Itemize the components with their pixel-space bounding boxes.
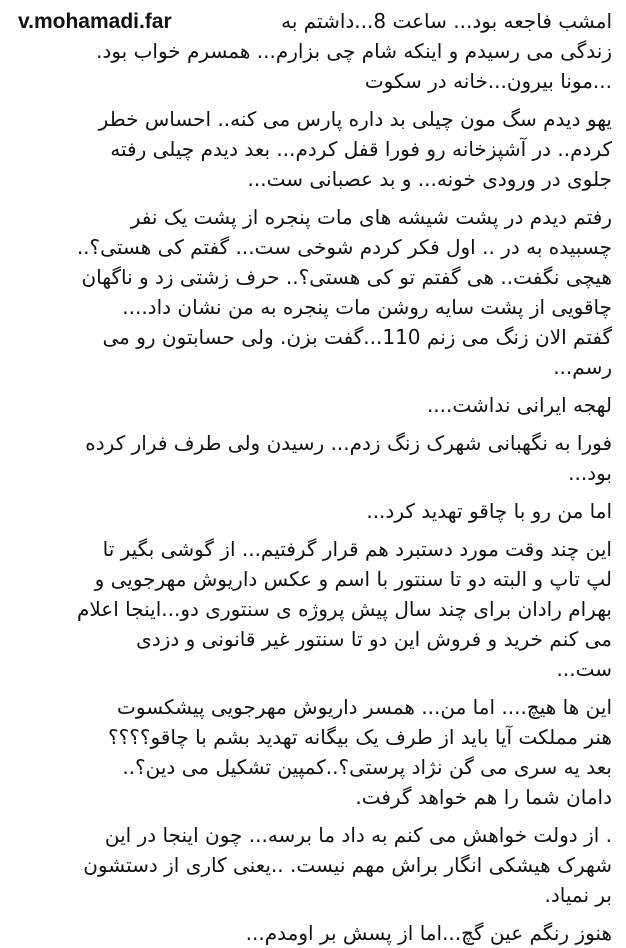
post-text-line: . از دولت خواهش می کنم به داد ما برسه... چون اینجا در این — [104, 823, 612, 847]
post-text-line: بهرام رادان برای چند سال پیش پروژه ی سنتوری دو...اینجا اعلام — [76, 597, 612, 621]
post-text-line: زندگی می رسیدم و اینکه شام چی بزارم... همسرم خواب بود. — [96, 39, 612, 63]
paragraph-gap — [18, 684, 612, 692]
paragraph-gap — [18, 420, 612, 428]
post-text-line: امشب فاجعه بود... ساعت 8...داشتم به — [281, 9, 612, 33]
post-text-line: گفتم الان زنگ می زنم 110...گفت بزن. ولی حسابتون رو می — [102, 325, 612, 349]
paragraph-gap — [18, 488, 612, 496]
post-first-line — [18, 6, 612, 36]
post-paragraph — [18, 692, 612, 812]
username[interactable]: v.mohamadi.far — [18, 10, 172, 33]
post-text-line: چسبیده به در .. اول فکر کردم شوخی ست... گفتم کی هستی؟.. — [76, 235, 612, 259]
post-text-line: رسم... — [553, 355, 612, 379]
paragraph-gap — [18, 526, 612, 534]
post-text-line: لپ تاپ و البته دو تا سنتور با اسم و عکس داریوش مهرجویی و — [94, 567, 612, 591]
post-text-line: اما من رو با چاقو تهدید کرد... — [366, 499, 612, 523]
paragraph-gap — [18, 910, 612, 918]
post-paragraph — [18, 534, 612, 684]
post-text-line: این چند وقت مورد دستبرد هم قرار گرفتیم... از گوشی بگیر تا — [102, 537, 612, 561]
post-text-line: بعد یه سری می گن نژاد پرستی؟..کمپین تشکیل می دین؟.. — [122, 755, 612, 779]
post-paragraphs — [18, 96, 612, 948]
paragraph-gap — [18, 812, 612, 820]
post-paragraph — [18, 202, 612, 382]
paragraph-gap — [18, 382, 612, 390]
post-paragraph — [18, 428, 612, 488]
post-text-line: هنوز رنگم عین گچ...اما از پسش بر اومدم... — [245, 921, 612, 945]
post-text-line: رفتم دیدم در پشت شیشه های مات پنجره از پشت یک نفر — [130, 205, 612, 229]
post-text-line: دامان شما را هم خواهد گرفت. — [355, 785, 612, 809]
paragraph-gap — [18, 96, 612, 104]
post-text-line: یهو دیدم سگ مون چیلی بد داره پارس می کنه.. احساس خطر — [98, 107, 612, 131]
post-paragraph — [18, 390, 612, 420]
post-text-line: چاقویی از پشت سایه روشن مات پنجره به من نشان داد.... — [122, 295, 612, 319]
post-text-line: هنر مملکت آیا باید از طرف یک بیگانه تهدید بشم با چاقو؟؟؟؟ — [107, 725, 612, 749]
post-text-line: بود... — [568, 461, 612, 485]
post-text-line: فورا به نگهبانی شهرک زنگ زدم... رسیدن ولی طرف فرار کرده — [85, 431, 612, 455]
post-text-line: بر نمیاد. — [544, 883, 612, 907]
post-text-line: شهرک هیشکی انگار براش مهم نیست. ..یعنی کاری از دستشون — [83, 853, 612, 877]
post-paragraph — [18, 496, 612, 526]
post-paragraph — [18, 104, 612, 194]
post-text-line: ست... — [556, 657, 612, 681]
post-text-line: لهجه ایرانی نداشت.... — [426, 393, 612, 417]
post-text-line: جلوی در ورودی خونه... و بد عصبانی ست... — [247, 167, 612, 191]
post-paragraph-intro — [18, 36, 612, 96]
post-text-line: کردم.. در آشپزخانه رو فورا قفل کردم... بعد دیدم چیلی رفته — [110, 137, 612, 161]
post-paragraph — [18, 918, 612, 948]
post-paragraph — [18, 820, 612, 910]
post-text-line: این ها هیچ.... اما من... همسر داریوش مهرجویی پیشکسوت — [117, 695, 612, 719]
post-text-line: ...مونا بیرون...خانه در سکوت — [364, 69, 612, 93]
paragraph-gap — [18, 194, 612, 202]
post-text-line: می کنم خرید و فروش این دو تا سنتور غیر قانونی و دزدی — [136, 627, 612, 651]
post-text-line: هیچی نگفت.. هی گفتم تو کی هستی؟.. حرف زشتی زد و ناگهان — [81, 265, 612, 289]
